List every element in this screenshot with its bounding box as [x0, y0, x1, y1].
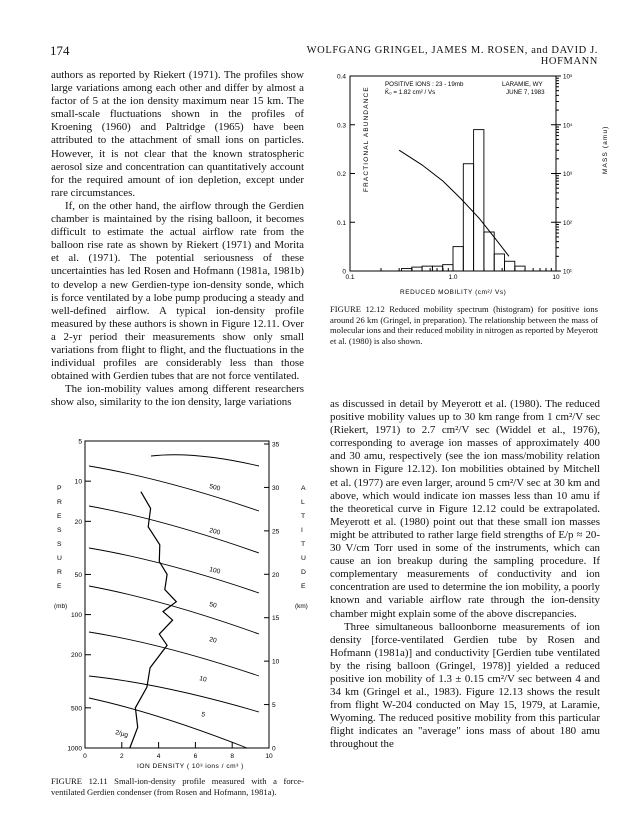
pressure-axis-letter: P [57, 485, 62, 492]
mixing-ratio-curve [89, 506, 259, 553]
mass-tick-label: 10² [563, 219, 572, 227]
histogram-bar [412, 267, 422, 271]
annotation-date: JUNE 7, 1983 [506, 89, 545, 96]
altitude-axis-letter: D [301, 569, 306, 576]
pressure-axis-letter: R [57, 569, 62, 576]
mixing-ratio-label: 5 [200, 711, 206, 719]
left-paragraph-2: If, on the other hand, the airflow through the Gerdien chamber is maintained by the rising balloon, it becomes difficult to estimate the actual airflow rate from the balloon rise rate as shown by Riekert (1971) and Morita et al. (1971). The potential seriousness of these uncertainties has led Rosen and Hofmann (1981a, 1981b) to develop a new Gerdien-type ion-density sonde, which is force ventilated by a lobe pump producing a steady and well-defined airflow. A typical ion-density profile measured by these authors is shown in Figure 12.11. Over a 2-yr period their measurements show only small variations from flight to flight, and the fluctuations in the individual profiles are considerably less than those obtained with Gerdien tubes that are not force ventilated. [51, 199, 304, 383]
axis-ticks [337, 74, 573, 282]
pressure-axis-letter: E [57, 583, 62, 590]
y-tick-label: 0.2 [336, 171, 346, 178]
altitude-tick-label: 25 [272, 528, 280, 536]
pressure-tick-label: 20 [74, 518, 82, 526]
page-number: 174 [50, 43, 70, 58]
mass-tick-label: 10⁵ [563, 73, 573, 81]
altitude-tick-label: 0 [272, 745, 276, 753]
mixing-ratio-curve [89, 632, 259, 676]
mass-tick-label: 10¹ [563, 268, 572, 276]
pressure-axis-unit: (mb) [54, 603, 68, 610]
altitude-axis-letter: U [301, 555, 306, 562]
plot-frame [85, 441, 269, 748]
altitude-tick-label: 35 [272, 441, 280, 449]
plot-frame [350, 76, 556, 271]
mixing-ratio-label: 50 [208, 601, 218, 610]
pressure-tick-label: 5 [78, 438, 82, 446]
pressure-tick-label: 1000 [67, 745, 82, 753]
running-head: WOLFGANG GRINGEL, JAMES M. ROSEN, and DAVID J. HOFMANN [306, 45, 598, 67]
right-paragraph-2: Three simultaneous balloonborne measurements of ion density [force-ventilated Gerdien tube by Rosen and Hofmann (1981a)] and conductivity [Gerdien tube ventilated by the rising balloon (Gringel, 1978)] yielded a reduced positive ion mobility of 1.3 ± 0.15 cm²/V sec between 4 and 34 km (Gringel et al., 1983). Figure 12.13 shows the result from flight W-204 conducted on May 15, 1979, at Laramie, Wyoming. The reduced positive mobility from this particular flight indicates an "average" ions mass of about 180 amu throughout the [330, 620, 600, 751]
histogram-bar [463, 164, 473, 271]
x-tick-label: 1.0 [448, 274, 458, 281]
left-paragraph-3: The ion-mobility values among different researchers show also, similarity to the ion density, large variations [51, 383, 304, 409]
x-tick-label: 2 [119, 753, 124, 760]
altitude-axis-letter: L [301, 499, 305, 506]
ion-density-profile [130, 492, 177, 748]
histogram-bar [453, 247, 463, 271]
mixing-ratio-label: 20 [208, 636, 218, 645]
figure-12-11-ion-density-profile [51, 436, 316, 771]
altitude-tick-label: 15 [272, 615, 280, 623]
histogram-bar [515, 266, 525, 271]
altitude-tick-label: 30 [272, 484, 280, 492]
mass-tick-label: 10⁴ [563, 122, 573, 130]
left-paragraph-1: authors as reported by Riekert (1971). The profiles show large variations among each other and differ by almost a factor of 5 at the ion density maximum near 15 km. The small-scale fluctuations shown in the profiles of Kroening (1960) and Paltridge (1965) have been attributed to the attachment of small ions on particles. However, it is not clear that the known stratospheric aerosol size and concentration can quantitatively account for the required amount of ion depletion, except under rare circumstances. [51, 69, 304, 199]
mixing-ratio-label: 100 [208, 566, 221, 576]
histogram-bar [484, 232, 494, 271]
altitude-axis-letter: I [301, 527, 303, 534]
annotation-site: LARAMIE, WY [502, 81, 543, 88]
x-axis-label: REDUCED MOBILITY (cm²/ Vs) [400, 289, 507, 296]
altitude-axis-letter: A [301, 485, 306, 492]
mixing-ratio-curve [89, 698, 247, 748]
pressure-axis-letter: S [57, 541, 62, 548]
figure-12-11-caption: FIGURE 12.11 Small-ion-density profile measured with a force-ventilated Gerdien condenser (from Rosen and Hofmann, 1981a). [51, 776, 304, 797]
x-tick-label: 0.1 [345, 274, 355, 281]
right-axis-label: MASS (amu) [602, 125, 609, 174]
altitude-axis-letter: T [301, 541, 306, 548]
y-tick-label: 0.1 [336, 219, 346, 227]
pressure-axis-letter: U [57, 555, 62, 562]
x-tick-label: 4 [156, 753, 161, 760]
pressure-tick-label: 50 [74, 571, 82, 579]
altitude-axis-letter: T [301, 513, 306, 520]
histogram-bar [422, 266, 432, 271]
x-tick-label: 10 [552, 274, 560, 281]
mass-mobility-curve [399, 150, 509, 256]
histogram-bars [401, 130, 525, 271]
x-tick-label: 0 [83, 753, 87, 760]
x-tick-label: 6 [193, 753, 198, 760]
mixing-ratio-curve [89, 466, 259, 511]
altitude-tick-label: 10 [272, 658, 280, 666]
histogram-bar [504, 261, 514, 271]
mixing-ratio-curve [151, 455, 259, 466]
mixing-ratio-curve [89, 676, 259, 712]
histogram-bar [474, 130, 484, 271]
y-axis-label: FRACTIONAL ABUNDANCE [363, 86, 370, 192]
left-column-text [51, 69, 304, 409]
altitude-tick-label: 20 [272, 571, 280, 579]
mixing-ratio-curve [89, 586, 259, 634]
pressure-tick-label: 100 [70, 612, 82, 620]
pressure-tick-label: 10 [74, 478, 82, 486]
pressure-axis-letter: R [57, 499, 62, 506]
mixing-ratio-curves [89, 455, 259, 748]
right-paragraph-1: as discussed in detail by Meyerott et al. (1980). The reduced positive mobility values up to 30 km range from 1 cm²/V sec (Riekert, 1971) to 2.7 cm²/V sec (Widdel et al., 1976), corresponding to average ion masses of approximately 400 and 30 amu, respectively (see the ion mass/mobility relation shown in Figure 12.12). Ion mobilities obtained by Mitchell et al. (1977) are even larger, around 5 cm²/V sec at 30 km and above, which would indicate ion masses less than 10 amu if the theoretical curve in Figure 12.12 could be extrapolated. Meyerott et al. (1980) point out that these small ion masses might be attributed to rather large field strengths of E/p ≈ 20-30 V/cm Torr used in some of the instruments, which can cause an ion breakup during the sampling procedure. If complementary measurements of conductivity and ion concentration are used to determine the ion mobility, a poorly known and variable airflow rate through the ion-density chamber might explain some of the above discrepancies. [330, 398, 600, 620]
mixing-ratio-curve [89, 548, 259, 593]
side-axis-labels [54, 485, 308, 610]
y-tick-label: 0 [342, 268, 346, 276]
mixing-ratio-label: 10 [198, 675, 208, 684]
mass-tick-label: 10³ [563, 171, 572, 178]
altitude-tick-label: 5 [272, 702, 276, 710]
right-column-text [330, 398, 600, 752]
altitude-axis-unit: (km) [295, 603, 308, 610]
figure-12-12-caption: FIGURE 12.12 Reduced mobility spectrum (histogram) for positive ions around 26 km (Gringel, in preparation). The relationship between the mass of molecular ions and their reduced mobility in nitrogen as reported by Meyerott et al. (1980) is also shown. [330, 304, 599, 346]
pressure-tick-label: 200 [70, 652, 82, 660]
y-tick-label: 0.4 [336, 73, 346, 81]
altitude-axis-letter: E [301, 583, 306, 590]
histogram-bar [494, 254, 504, 271]
x-tick-label: 10 [265, 753, 273, 760]
mixing-ratio-label: 200 [208, 527, 221, 537]
mixing-ratio-label: 2/μg [114, 729, 129, 740]
annotation-mobility-mean: K̄₀ = 1.82 cm² / Vs [385, 89, 436, 96]
pressure-axis-letter: E [57, 513, 62, 520]
annotation-positive-ions: POSITIVE IONS : 23 - 19mb [385, 81, 464, 88]
mixing-ratio-label: 500 [208, 483, 221, 493]
x-axis-label: ION DENSITY ( 10³ ions / cm³ ) [137, 763, 244, 770]
x-tick-label: 8 [230, 753, 235, 760]
pressure-axis-letter: S [57, 527, 62, 534]
figure-12-12-mobility-histogram [330, 66, 609, 298]
histogram-bar [401, 269, 411, 271]
y-tick-label: 0.3 [336, 122, 346, 130]
pressure-tick-label: 500 [70, 705, 82, 713]
